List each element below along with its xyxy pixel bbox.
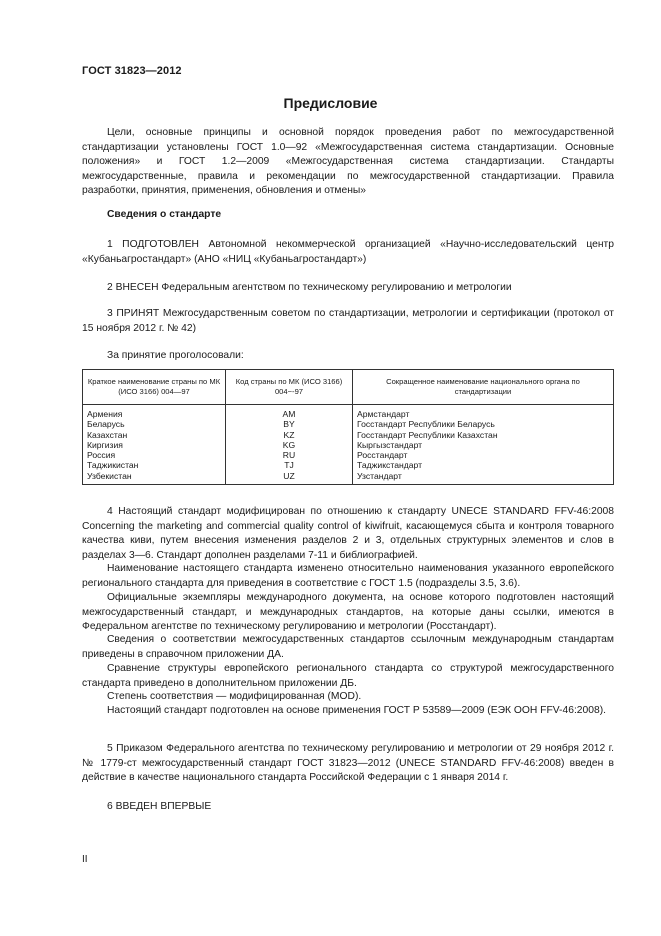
page-number: II	[82, 854, 88, 865]
table-row	[83, 419, 614, 429]
item-4-annex-db-note: Сравнение структуры европейского регионального стандарта со структурой межгосударственного стандарта приведено в дополнительном приложении ДБ.	[82, 663, 614, 689]
item-6: 6 ВВЕДЕН ВПЕРВЫЕ	[107, 801, 212, 812]
item-4-name-note: Наименование настоящего стандарта изменено относительно наименования указанного европейского регионального стандарта для приведения в соответствие с ГОСТ 1.5 (подразделы 3.5, 3.6).	[82, 563, 614, 589]
body-cell: Узстандарт	[353, 471, 614, 485]
body-cell: Таджикстандарт	[353, 460, 614, 470]
item-3: 3 ПРИНЯТ Межгосударственным советом по стандартизации, метрологии и сертификации (протокол от 15 ноября 2012 г. № 42)	[82, 308, 614, 334]
code-cell: KG	[226, 440, 353, 450]
body-cell: Армстандарт	[353, 405, 614, 420]
code-cell: AM	[226, 405, 353, 420]
item-5: 5 Приказом Федерального агентства по техническому регулированию и метрологии от 29 ноября 2012 г. № 1779-ст межгосударственный стандарт ГОСТ 31823—2012 (UNECE STANDARD FFV-46:2008) введен в действие в качестве национального стандарта Российской Федерации с 1 января 2014 г.	[82, 743, 614, 784]
country-cell: Беларусь	[83, 419, 226, 429]
table-header-row	[83, 370, 614, 405]
table-row	[83, 430, 614, 440]
table-header-country: Краткое наименование страны по МК (ИСО 3166) 004—97	[83, 370, 226, 405]
country-cell: Узбекистан	[83, 471, 226, 485]
item-1: 1 ПОДГОТОВЛЕН Автономной некоммерческой организацией «Научно-исследовательский центр «Кубаньагростандарт» (АНО «НИЦ «Кубаньагростандарт»)	[82, 239, 614, 265]
country-cell: Киргизия	[83, 440, 226, 450]
code-cell: KZ	[226, 430, 353, 440]
page-title: Предисловие	[283, 95, 378, 111]
code-cell: BY	[226, 419, 353, 429]
code-cell: RU	[226, 450, 353, 460]
table-row	[83, 440, 614, 450]
country-cell: Казахстан	[83, 430, 226, 440]
body-cell: Кыргызстандарт	[353, 440, 614, 450]
item-4-copies-note: Официальные экземпляры международного документа, на основе которого подготовлен настоящий межгосударственный стандарт, и международных стандартов, на которые даны ссылки, имеются в Федеральном агентстве по техническому регулированию и метрологии (Росстандарт).	[82, 592, 614, 633]
item-4-annex-da-note: Сведения о соответствии межгосударственных стандартов ссылочным международным стандартам приведены в справочном приложении ДА.	[82, 634, 614, 660]
item-4-basis: Настоящий стандарт подготовлен на основе применения ГОСТ Р 53589—2009 (ЕЭК ООН FFV-46:2008).	[107, 705, 607, 716]
table-header-body: Сокращенное наименование национального органа по стандартизации	[353, 370, 614, 405]
info-heading: Сведения о стандарте	[107, 209, 222, 220]
voting-table	[82, 369, 614, 485]
country-cell: Таджикистан	[83, 460, 226, 470]
country-cell: Россия	[83, 450, 226, 460]
item-4-conformity: Степень соответствия — модифицированная (MOD).	[107, 691, 362, 702]
body-cell: Росстандарт	[353, 450, 614, 460]
document-header: ГОСТ 31823—2012	[82, 65, 182, 77]
table-row	[83, 450, 614, 460]
intro-paragraph: Цели, основные принципы и основной порядок проведения работ по межгосударственной стандартизации установлены ГОСТ 1.0—92 «Межгосударственная система стандартизации. Основные положения» и ГОСТ 1.2—2009 «Межгосударственная система стандартизации. Стандарты межгосударственные, правила и рекомендации по межгосударственной стандартизации. Правила разработки, принятия, применения, обновления и отмены»	[82, 127, 614, 197]
voted-label: За принятие проголосовали:	[107, 350, 244, 361]
table-header-code: Код страны по МК (ИСО 3166) 004−-97	[226, 370, 353, 405]
table-row	[83, 471, 614, 485]
body-cell: Госстандарт Республики Казахстан	[353, 430, 614, 440]
code-cell: UZ	[226, 471, 353, 485]
country-cell: Армения	[83, 405, 226, 420]
table-row	[83, 460, 614, 470]
item-4: 4 Настоящий стандарт модифицирован по отношению к стандарту UNECE STANDARD FFV-46:2008 Concerning the marketing and commercial quality control of kiwifruit, касающемуся сбыта и контроля товарного качества киви, путем внесения изменения разделов 2 и 3, отдельных структурных элементов и слов в разделах 3—6. Стандарт дополнен разделами 7-11 и библиографией.	[82, 506, 614, 561]
table-row	[83, 405, 614, 420]
body-cell: Госстандарт Республики Беларусь	[353, 419, 614, 429]
code-cell: TJ	[226, 460, 353, 470]
item-2: 2 ВНЕСЕН Федеральным агентством по техническому регулированию и метрологии	[107, 282, 512, 293]
